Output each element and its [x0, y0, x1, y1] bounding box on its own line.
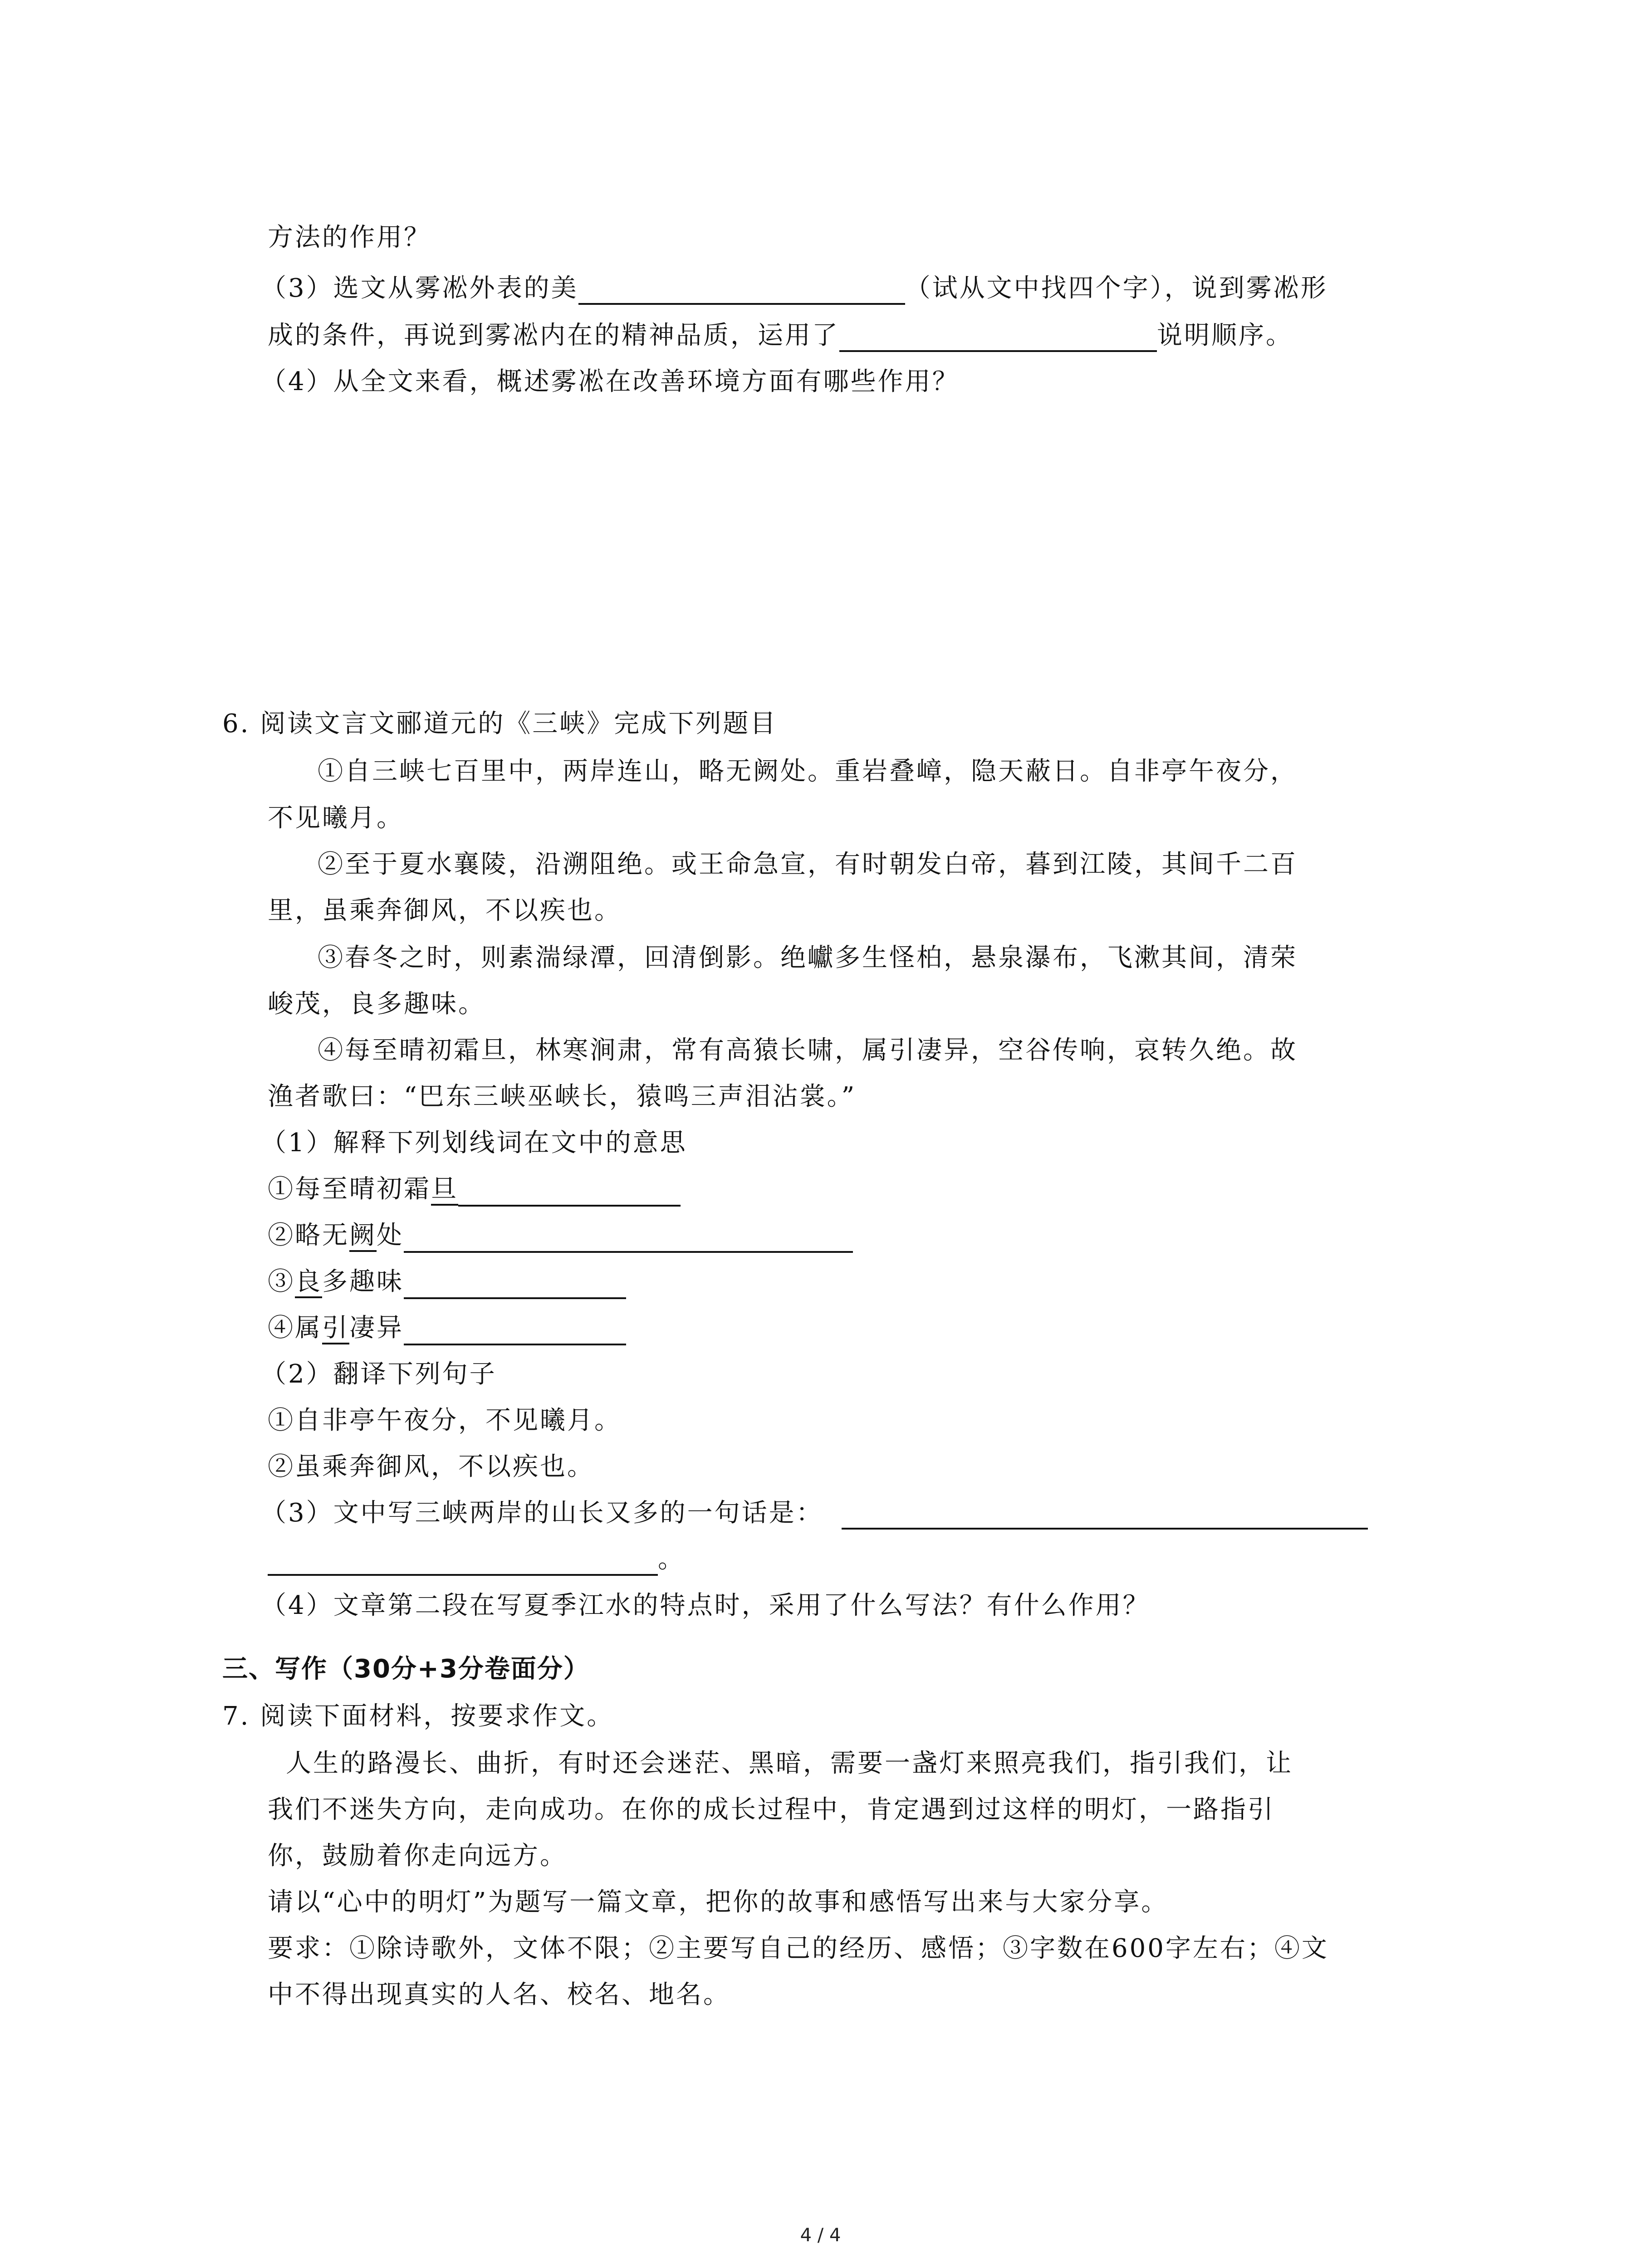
q6-word-1-underlined: 旦: [431, 1174, 458, 1206]
q6-word-2-prefix: ②略无: [268, 1221, 349, 1250]
q7-requirements-1: 要求：①除诗歌外，文体不限；②主要写自己的经历、感悟；③字数在600字左右；④文: [268, 1934, 1329, 1963]
q5-sub3-text-d: 说明顺序。: [1157, 321, 1293, 350]
q5-sub4: （4）从全文来看，概述雾凇在改善环境方面有哪些作用？: [261, 367, 960, 396]
answer-blank-w1[interactable]: [458, 1178, 681, 1207]
q5-sub3-text-c: 成的条件，再说到雾凇内在的精神品质，运用了: [268, 321, 839, 350]
q6-sub3: [261, 1497, 1368, 1530]
q6-para4-b: 渔者歌曰：“巴东三峡巫峡长，猿鸣三声泪沾裳。”: [268, 1082, 857, 1111]
q5-sub3-text-a: （3）选文从雾凇外表的美: [261, 274, 578, 303]
q6-sub2: （2）翻译下列句子: [261, 1359, 497, 1389]
q6-para3-b: 峻茂，良多趣味。: [268, 989, 485, 1019]
q5-sub3-text-b: （试从文中找四个字），说到雾凇形: [905, 274, 1328, 303]
answer-blank-w2[interactable]: [404, 1224, 853, 1253]
q6-sub1: （1）解释下列划线词在文中的意思: [261, 1128, 687, 1158]
q6-title: 6. 阅读文言文郦道元的《三峡》完成下列题目: [222, 709, 778, 738]
q6-translate-1: ①自非亭午夜分，不见曦月。: [268, 1406, 622, 1435]
q6-para3-a: ③春冬之时，则素湍绿潭，回清倒影。绝巘多生怪柏，悬泉瀑布，飞漱其间，清荣: [318, 943, 1298, 973]
q6-para2-a: ②至于夏水襄陵，沿溯阻绝。或王命急宣，有时朝发白帝，暮到江陵，其间千二百: [318, 850, 1298, 879]
q5-sub3-line-1: [261, 272, 1328, 305]
q6-word-4: [268, 1312, 626, 1345]
q6-word-3: [268, 1266, 626, 1299]
page-number: 4 / 4: [800, 2225, 841, 2246]
q6-word-2-underlined: 阙: [349, 1221, 377, 1252]
q6-para4-a: ④每至晴初霜旦，林寒涧肃，常有高猿长啸，属引凄异，空谷传响，哀转久绝。故: [318, 1036, 1298, 1065]
answer-blank-w4[interactable]: [404, 1316, 626, 1345]
q7-material-2: 我们不迷失方向，走向成功。在你的成长过程中，肯定遇到过这样的明灯，一路指引: [268, 1795, 1275, 1824]
q6-word-1-prefix: ①每至晴初霜: [268, 1174, 431, 1204]
q7-title: 7. 阅读下面材料，按要求作文。: [222, 1701, 614, 1731]
q6-word-1: [268, 1173, 681, 1207]
q6-word-3-prefix: ③: [268, 1267, 295, 1296]
answer-blank-order[interactable]: [839, 323, 1157, 352]
q6-sub3-continued: [268, 1543, 685, 1576]
q6-word-4-prefix: ④属: [268, 1313, 322, 1343]
q6-word-2: [268, 1219, 853, 1253]
q6-para1-b: 不见曦月。: [268, 803, 404, 833]
q6-sub4: （4）文章第二段在写夏季江水的特点时，采用了什么写法？有什么作用？: [261, 1591, 1150, 1620]
answer-blank-w3[interactable]: [404, 1270, 626, 1299]
q6-sub3-end: 。: [658, 1545, 685, 1574]
q5-sub3-line-2: [268, 319, 1293, 352]
q5-line-1: 方法的作用？: [268, 223, 431, 252]
q6-para2-b: 里，虽乘奔御风，不以疾也。: [268, 896, 622, 925]
q6-word-4-suffix: 凄异: [349, 1313, 404, 1343]
q6-word-2-suffix: 处: [377, 1221, 404, 1250]
answer-blank-sub3-line1[interactable]: [842, 1501, 1368, 1530]
section-3-heading: 三、写作（30分+3分卷面分）: [222, 1654, 590, 1684]
answer-blank-sub3-line2[interactable]: [268, 1547, 658, 1576]
q6-word-3-underlined: 良: [295, 1267, 322, 1298]
q6-word-4-underlined: 引: [322, 1313, 349, 1344]
q6-word-3-suffix: 多趣味: [322, 1267, 404, 1296]
answer-blank-four-chars[interactable]: [578, 276, 905, 305]
q6-para1-a: ①自三峡七百里中，两岸连山，略无阙处。重岩叠嶂，隐天蔽日。自非亭午夜分，: [318, 757, 1298, 786]
q7-material-3: 你，鼓励着你走向远方。: [268, 1841, 567, 1871]
q7-requirements-2: 中不得出现真实的人名、校名、地名。: [268, 1980, 730, 2009]
q6-sub3-text: （3）文中写三峡两岸的山长又多的一句话是：: [261, 1498, 823, 1528]
q7-prompt: 请以“心中的明灯”为题写一篇文章，把你的故事和感悟写出来与大家分享。: [268, 1887, 1169, 1917]
q6-translate-2: ②虽乘奔御风，不以疾也。: [268, 1452, 594, 1481]
q7-material-1: 人生的路漫长、曲折，有时还会迷茫、黑暗，需要一盏灯来照亮我们，指引我们，让: [286, 1749, 1293, 1778]
